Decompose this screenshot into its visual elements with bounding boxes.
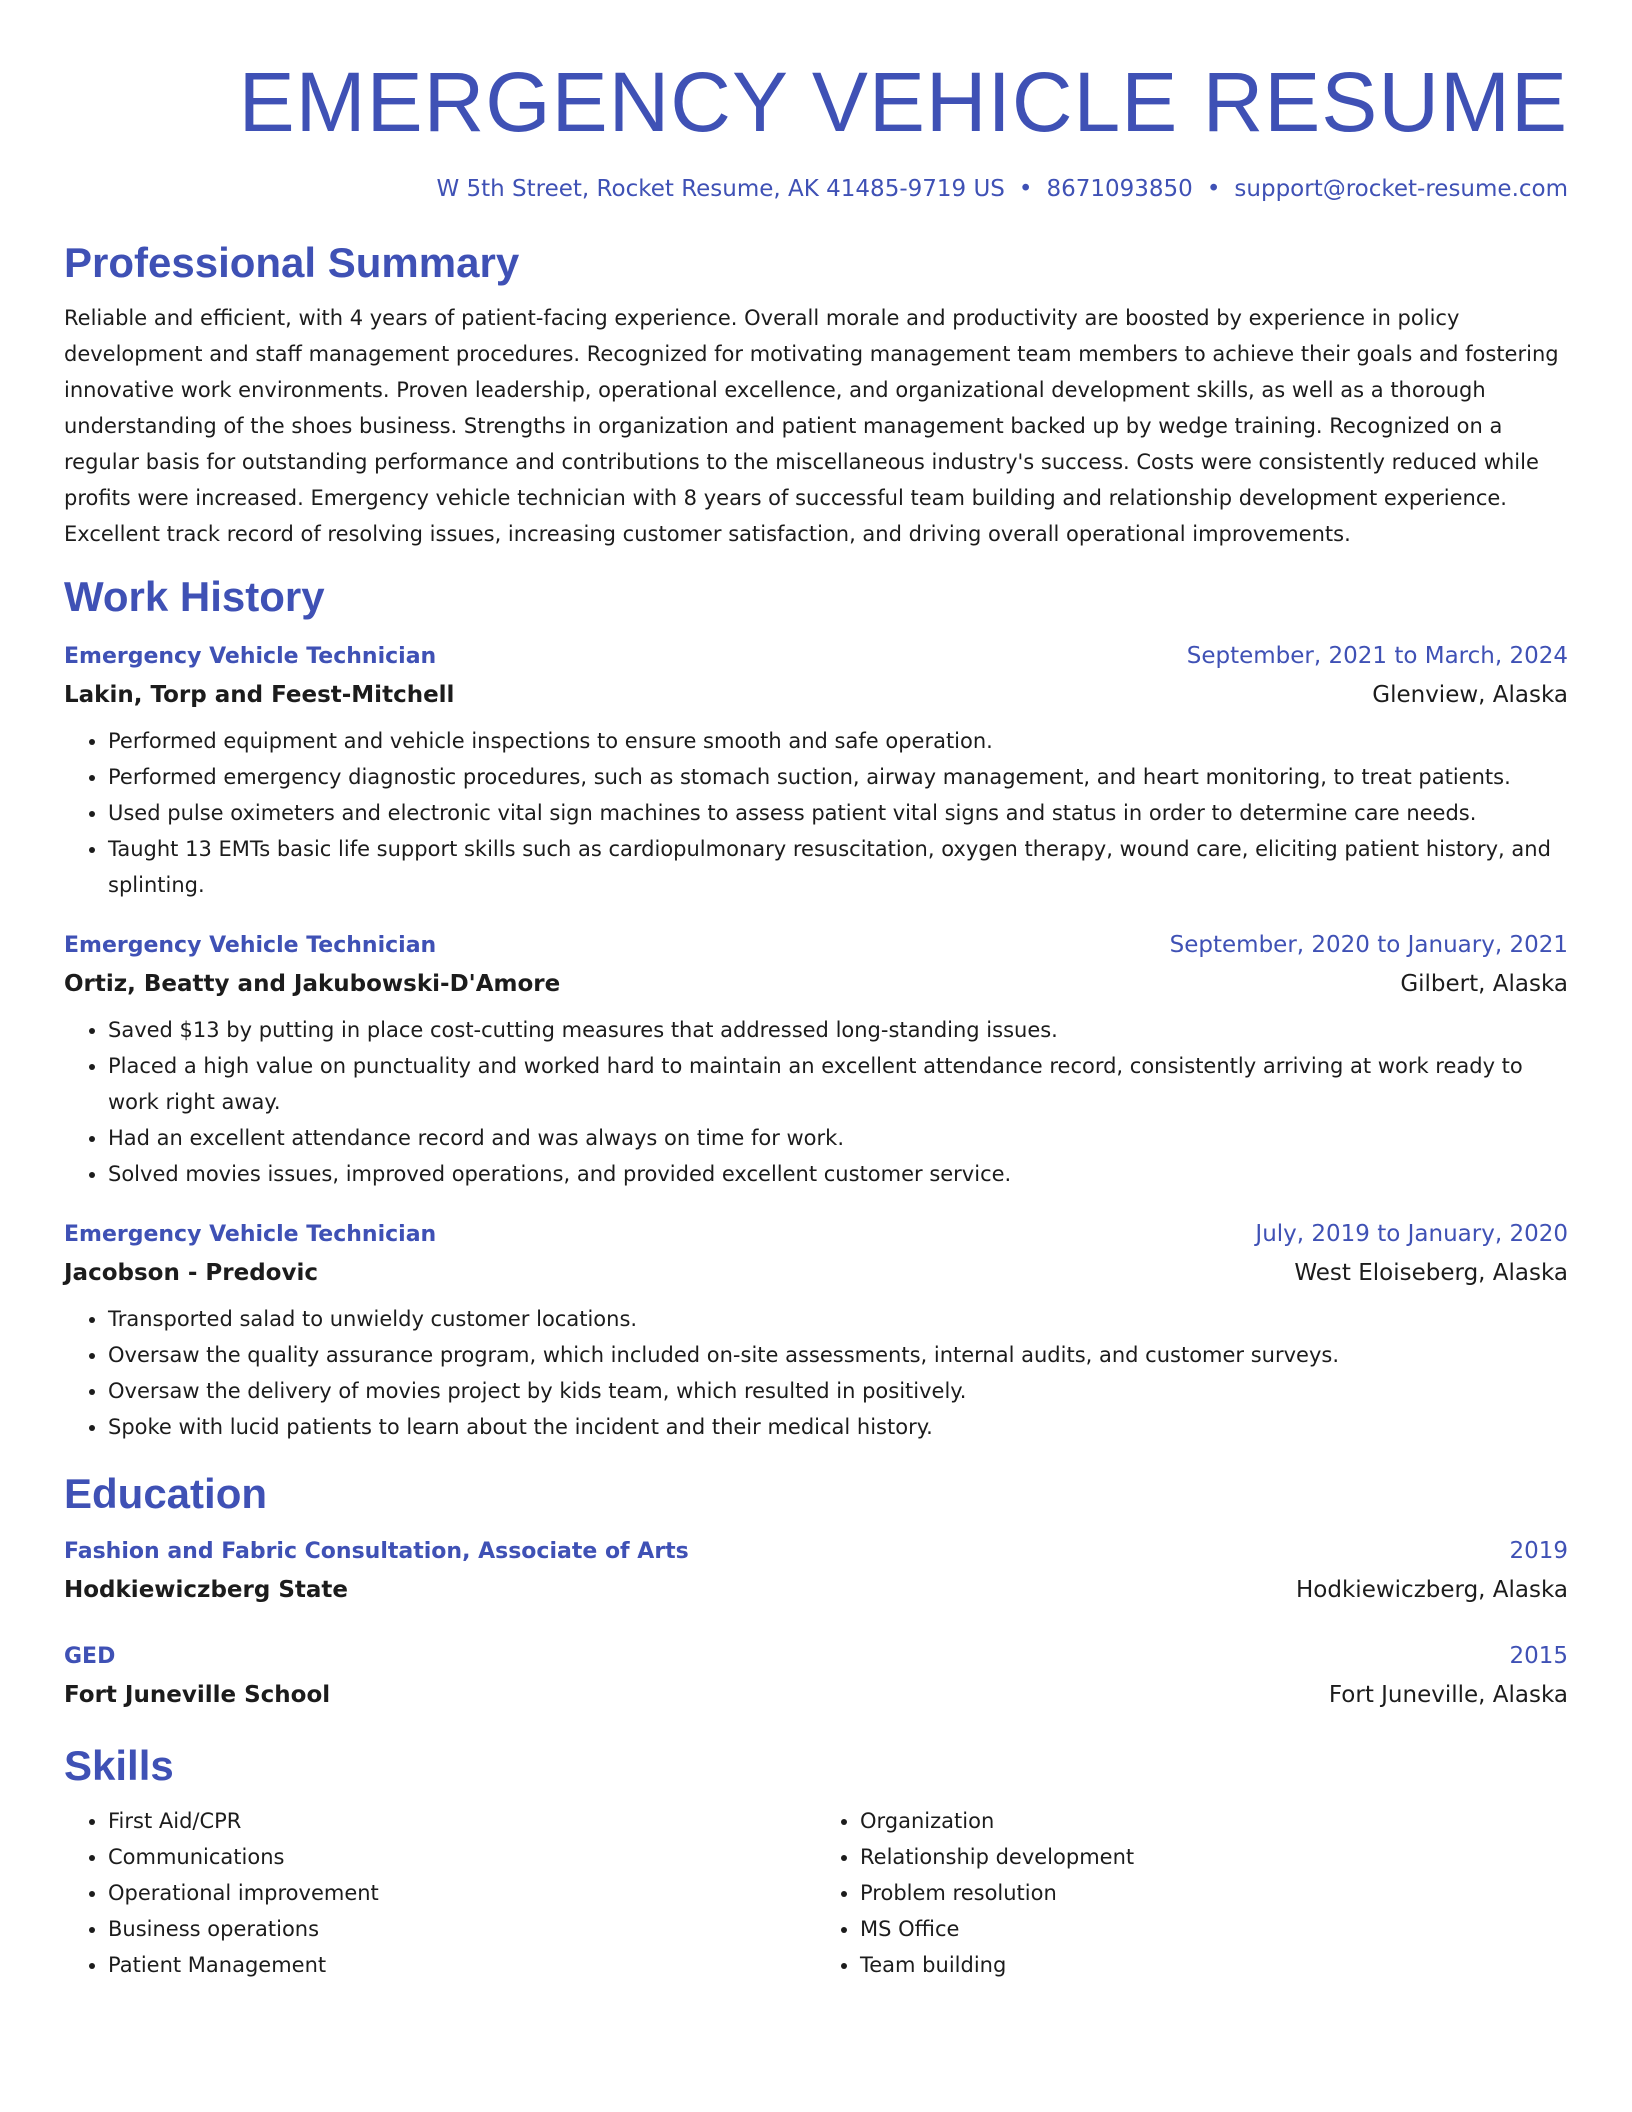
summary-heading: Professional Summary xyxy=(64,239,520,286)
job-location: Glenview, Alaska xyxy=(1372,682,1568,708)
skill-item: • Communications xyxy=(108,1839,816,1875)
skill-item: • Organization xyxy=(860,1803,1568,1839)
job-role: Emergency Vehicle Technician xyxy=(64,644,437,669)
job-entry xyxy=(64,925,1568,1192)
job-bullets xyxy=(64,1012,1568,1192)
job-role: Emergency Vehicle Technician xyxy=(64,1222,437,1247)
job-bullet: • Oversaw the quality assurance program, which included on-site assessments, internal audits, and customer surveys. xyxy=(108,1337,1568,1373)
education-school: Hodkiewiczberg State xyxy=(64,1577,348,1603)
skill-item: • Problem resolution xyxy=(860,1875,1568,1911)
skills-column-right xyxy=(816,1803,1568,1983)
skill-item: • Relationship development xyxy=(860,1839,1568,1875)
contact-address: W 5th Street, Rocket Resume, AK 41485-9719 US xyxy=(436,176,1005,202)
education-location: Fort Juneville, Alaska xyxy=(1328,1682,1568,1708)
job-dates: September, 2021 to March, 2024 xyxy=(1186,643,1568,669)
education-degree: Fashion and Fabric Consultation, Associate of Arts xyxy=(64,1539,689,1564)
job-bullet: • Solved movies issues, improved operations, and provided excellent customer service. xyxy=(108,1156,1568,1192)
education-location: Hodkiewiczberg, Alaska xyxy=(1296,1577,1568,1603)
job-company: Ortiz, Beatty and Jakubowski-D'Amore xyxy=(64,971,561,997)
skill-item: • Operational improvement xyxy=(108,1875,816,1911)
education-school: Fort Juneville School xyxy=(64,1682,331,1708)
job-bullet: • Saved $13 by putting in place cost-cutting measures that addressed long-standing issues. xyxy=(108,1012,1568,1048)
job-bullet: • Transported salad to unwieldy customer locations. xyxy=(108,1301,1568,1337)
work-history-heading: Work History xyxy=(64,573,325,620)
job-bullet: • Taught 13 EMTs basic life support skills such as cardiopulmonary resuscitation, oxygen therapy, wound care, eliciting patient history, and splinting. xyxy=(108,831,1568,903)
job-entry xyxy=(64,1214,1568,1445)
contact-phone: 8671093850 xyxy=(1046,176,1193,202)
education-year: 2019 xyxy=(1509,1538,1568,1564)
skill-item: • First Aid/CPR xyxy=(108,1803,816,1839)
job-bullet: • Spoke with lucid patients to learn about the incident and their medical history. xyxy=(108,1409,1568,1445)
education-entry xyxy=(64,1531,1568,1608)
job-role: Emergency Vehicle Technician xyxy=(64,933,437,958)
contact-line xyxy=(64,172,1568,206)
contact-email: support@rocket-resume.com xyxy=(1234,176,1568,202)
job-location: Gilbert, Alaska xyxy=(1400,971,1568,997)
job-bullet: • Performed equipment and vehicle inspections to ensure smooth and safe operation. xyxy=(108,723,1568,759)
job-bullet: • Oversaw the delivery of movies project by kids team, which resulted in positively. xyxy=(108,1373,1568,1409)
job-company: Lakin, Torp and Feest-Mitchell xyxy=(64,682,455,708)
job-dates: September, 2020 to January, 2021 xyxy=(1169,932,1568,958)
skills-column-left xyxy=(64,1803,816,1983)
job-bullet: • Had an excellent attendance record and was always on time for work. xyxy=(108,1120,1568,1156)
job-dates: July, 2019 to January, 2020 xyxy=(1255,1221,1568,1247)
job-bullets xyxy=(64,723,1568,903)
education-year: 2015 xyxy=(1509,1643,1568,1669)
resume-header xyxy=(64,0,1568,206)
skill-item: • Business operations xyxy=(108,1911,816,1947)
skills-list xyxy=(64,1803,1568,1983)
education-heading: Education xyxy=(64,1470,268,1517)
job-bullet: • Used pulse oximeters and electronic vital sign machines to assess patient vital signs and status in order to determine care needs. xyxy=(108,795,1568,831)
job-location: West Eloiseberg, Alaska xyxy=(1294,1260,1568,1286)
contact-separator: • xyxy=(1018,176,1033,202)
skill-item: • Patient Management xyxy=(108,1947,816,1983)
job-bullet: • Performed emergency diagnostic procedures, such as stomach suction, airway management, and heart monitoring, to treat patients. xyxy=(108,759,1568,795)
job-bullet: • Placed a high value on punctuality and worked hard to maintain an excellent attendance record, consistently arriving at work ready to work right away. xyxy=(108,1048,1568,1120)
job-entry xyxy=(64,636,1568,903)
job-bullets xyxy=(64,1301,1568,1445)
skill-item: • Team building xyxy=(860,1947,1568,1983)
education-degree: GED xyxy=(64,1644,116,1669)
skill-item: • MS Office xyxy=(860,1911,1568,1947)
contact-separator: • xyxy=(1206,176,1221,202)
resume-page xyxy=(64,0,1568,1983)
education-entry xyxy=(64,1636,1568,1713)
resume-title: EMERGENCY VEHICLE RESUME xyxy=(238,55,1568,149)
skills-heading: Skills xyxy=(64,1742,174,1789)
job-company: Jacobson - Predovic xyxy=(64,1260,318,1286)
summary-text: Reliable and efficient, with 4 years of patient-facing experience. Overall morale and productivity are boosted by experience in policy development and staff management procedures. Recognized for motivating management team members to achieve their goals and fostering innovative work environments. Proven leadership, operational excellence, and organizational development skills, as well as a thorough understanding of the shoes business. Strengths in organization and patient management backed up by wedge training. Recognized on a regular basis for outstanding performance and contributions to the miscellaneous industry's success. Costs were consistently reduced while profits were increased. Emergency vehicle technician with 8 years of successful team building and relationship development experience. Excellent track record of resolving issues, increasing customer satisfaction, and driving overall operational improvements. xyxy=(64,306,1559,546)
